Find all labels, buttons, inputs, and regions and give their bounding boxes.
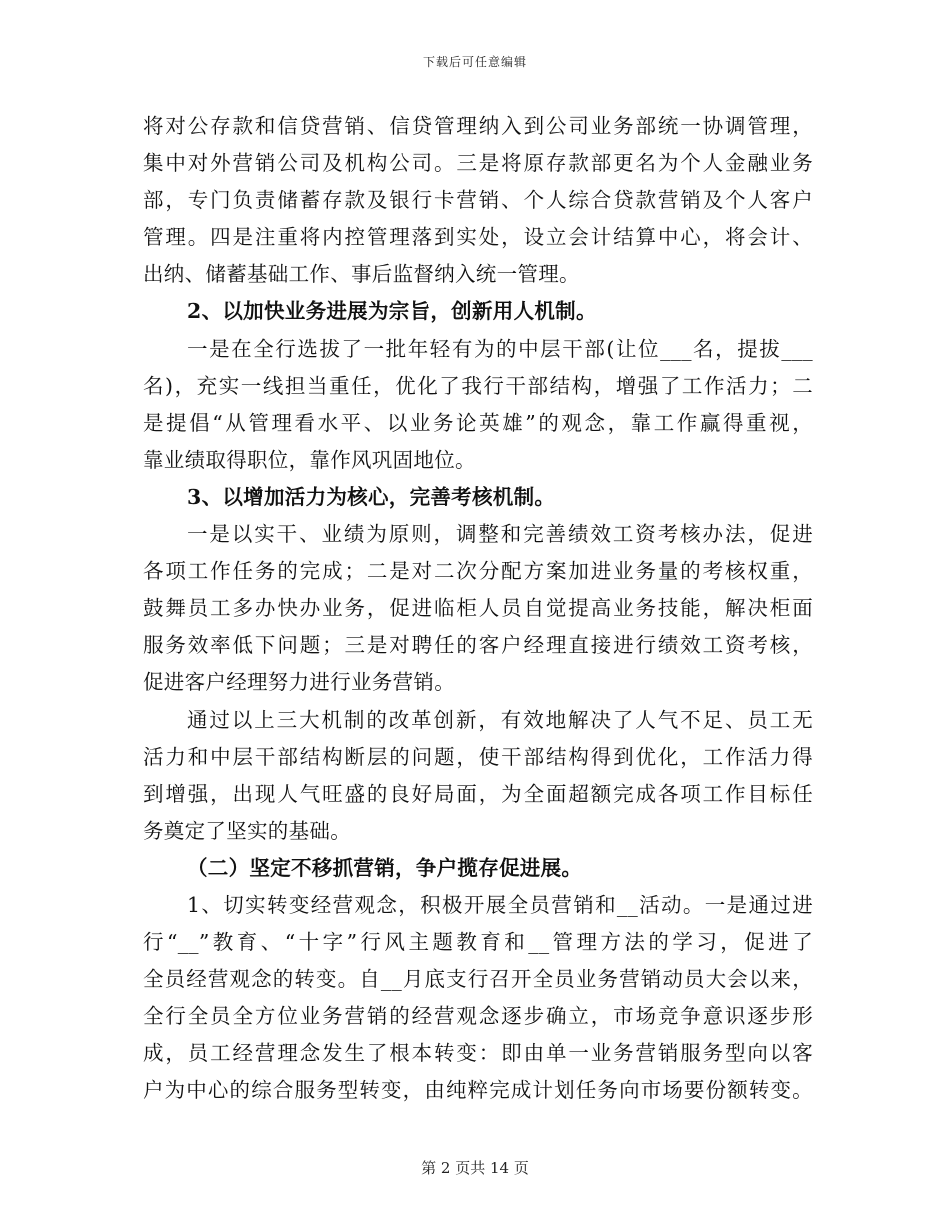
text-line: 鼓舞员工多办快办业务，促进临柜人员自觉提高业务技能，解决柜面 [143, 596, 813, 621]
text-line: 名)，充实一线担当重任，优化了我行干部结构，增强了工作活力；二 [143, 373, 813, 398]
text-line: 成，员工经营理念发生了根本转变：即由单一业务营销服务型向以客 [143, 1041, 813, 1066]
section-heading: （二）坚定不移抓营销，争户揽存促进展。 [187, 855, 583, 880]
text-line: 服务效率低下问题；三是对聘任的客户经理直接进行绩效工资考核， [143, 633, 813, 658]
text-line: 一是以实干、业绩为原则，调整和完善绩效工资考核办法，促进 [187, 522, 813, 547]
text-line: 通过以上三大机制的改革创新，有效地解决了人气不足、员工无 [187, 707, 813, 732]
text-line: 管理。四是注重将内控管理落到实处，设立会计结算中心，将会计、 [143, 225, 813, 250]
text-line: 各项工作任务的完成；二是对二次分配方案加进业务量的考核权重， [143, 559, 813, 584]
text-line: 活力和中层干部结构断层的问题，使干部结构得到优化，工作活力得 [143, 744, 813, 769]
section-heading: 2、以加快业务进展为宗旨，创新用人机制。 [187, 299, 597, 324]
text-line: 部，专门负责储蓄存款及银行卡营销、个人综合贷款营销及个人客户 [143, 188, 813, 213]
text-line: 靠业绩取得职位，靠作风巩固地位。 [143, 447, 476, 472]
text-line: 1、切实转变经营观念，积极开展全员营销和__活动。一是通过进 [187, 892, 813, 917]
text-line: 务奠定了坚实的基础。 [143, 818, 351, 843]
text-line: 促进客户经理努力进行业务营销。 [143, 670, 455, 695]
page-number: 第 2 页共 14 页 [421, 1159, 529, 1177]
text-line: 全行全员全方位业务营销的经营观念逐步确立，市场竞争意识逐步形 [143, 1004, 813, 1029]
document-body [143, 108, 813, 1110]
text-line: 是提倡“从管理看水平、以业务论英雄”的观念，靠工作赢得重视， [143, 410, 813, 435]
text-line: 一是在全行选拔了一批年轻有为的中层干部(让位___名，提拔___ [187, 336, 813, 361]
text-line: 出纳、储蓄基础工作、事后监督纳入统一管理。 [143, 262, 580, 287]
page-header: 下载后可任意编辑 [422, 55, 527, 69]
text-line: 户为中心的综合服务型转变，由纯粹完成计划任务向市场要份额转变。 [143, 1078, 813, 1103]
text-line: 将对公存款和信贷营销、信贷管理纳入到公司业务部统一协调管理， [143, 114, 813, 138]
text-line: 到增强，出现人气旺盛的良好局面，为全面超额完成各项工作目标任 [143, 781, 813, 806]
text-line: 集中对外营销公司及机构公司。三是将原存款部更名为个人金融业务 [143, 151, 813, 176]
text-line: 全员经营观念的转变。自__月底支行召开全员业务营销动员大会以来， [143, 967, 813, 992]
text-line: 行“__”教育、“十字”行风主题教育和__管理方法的学习，促进了 [143, 930, 813, 955]
section-heading: 3、以增加活力为核心，完善考核机制。 [187, 484, 556, 509]
